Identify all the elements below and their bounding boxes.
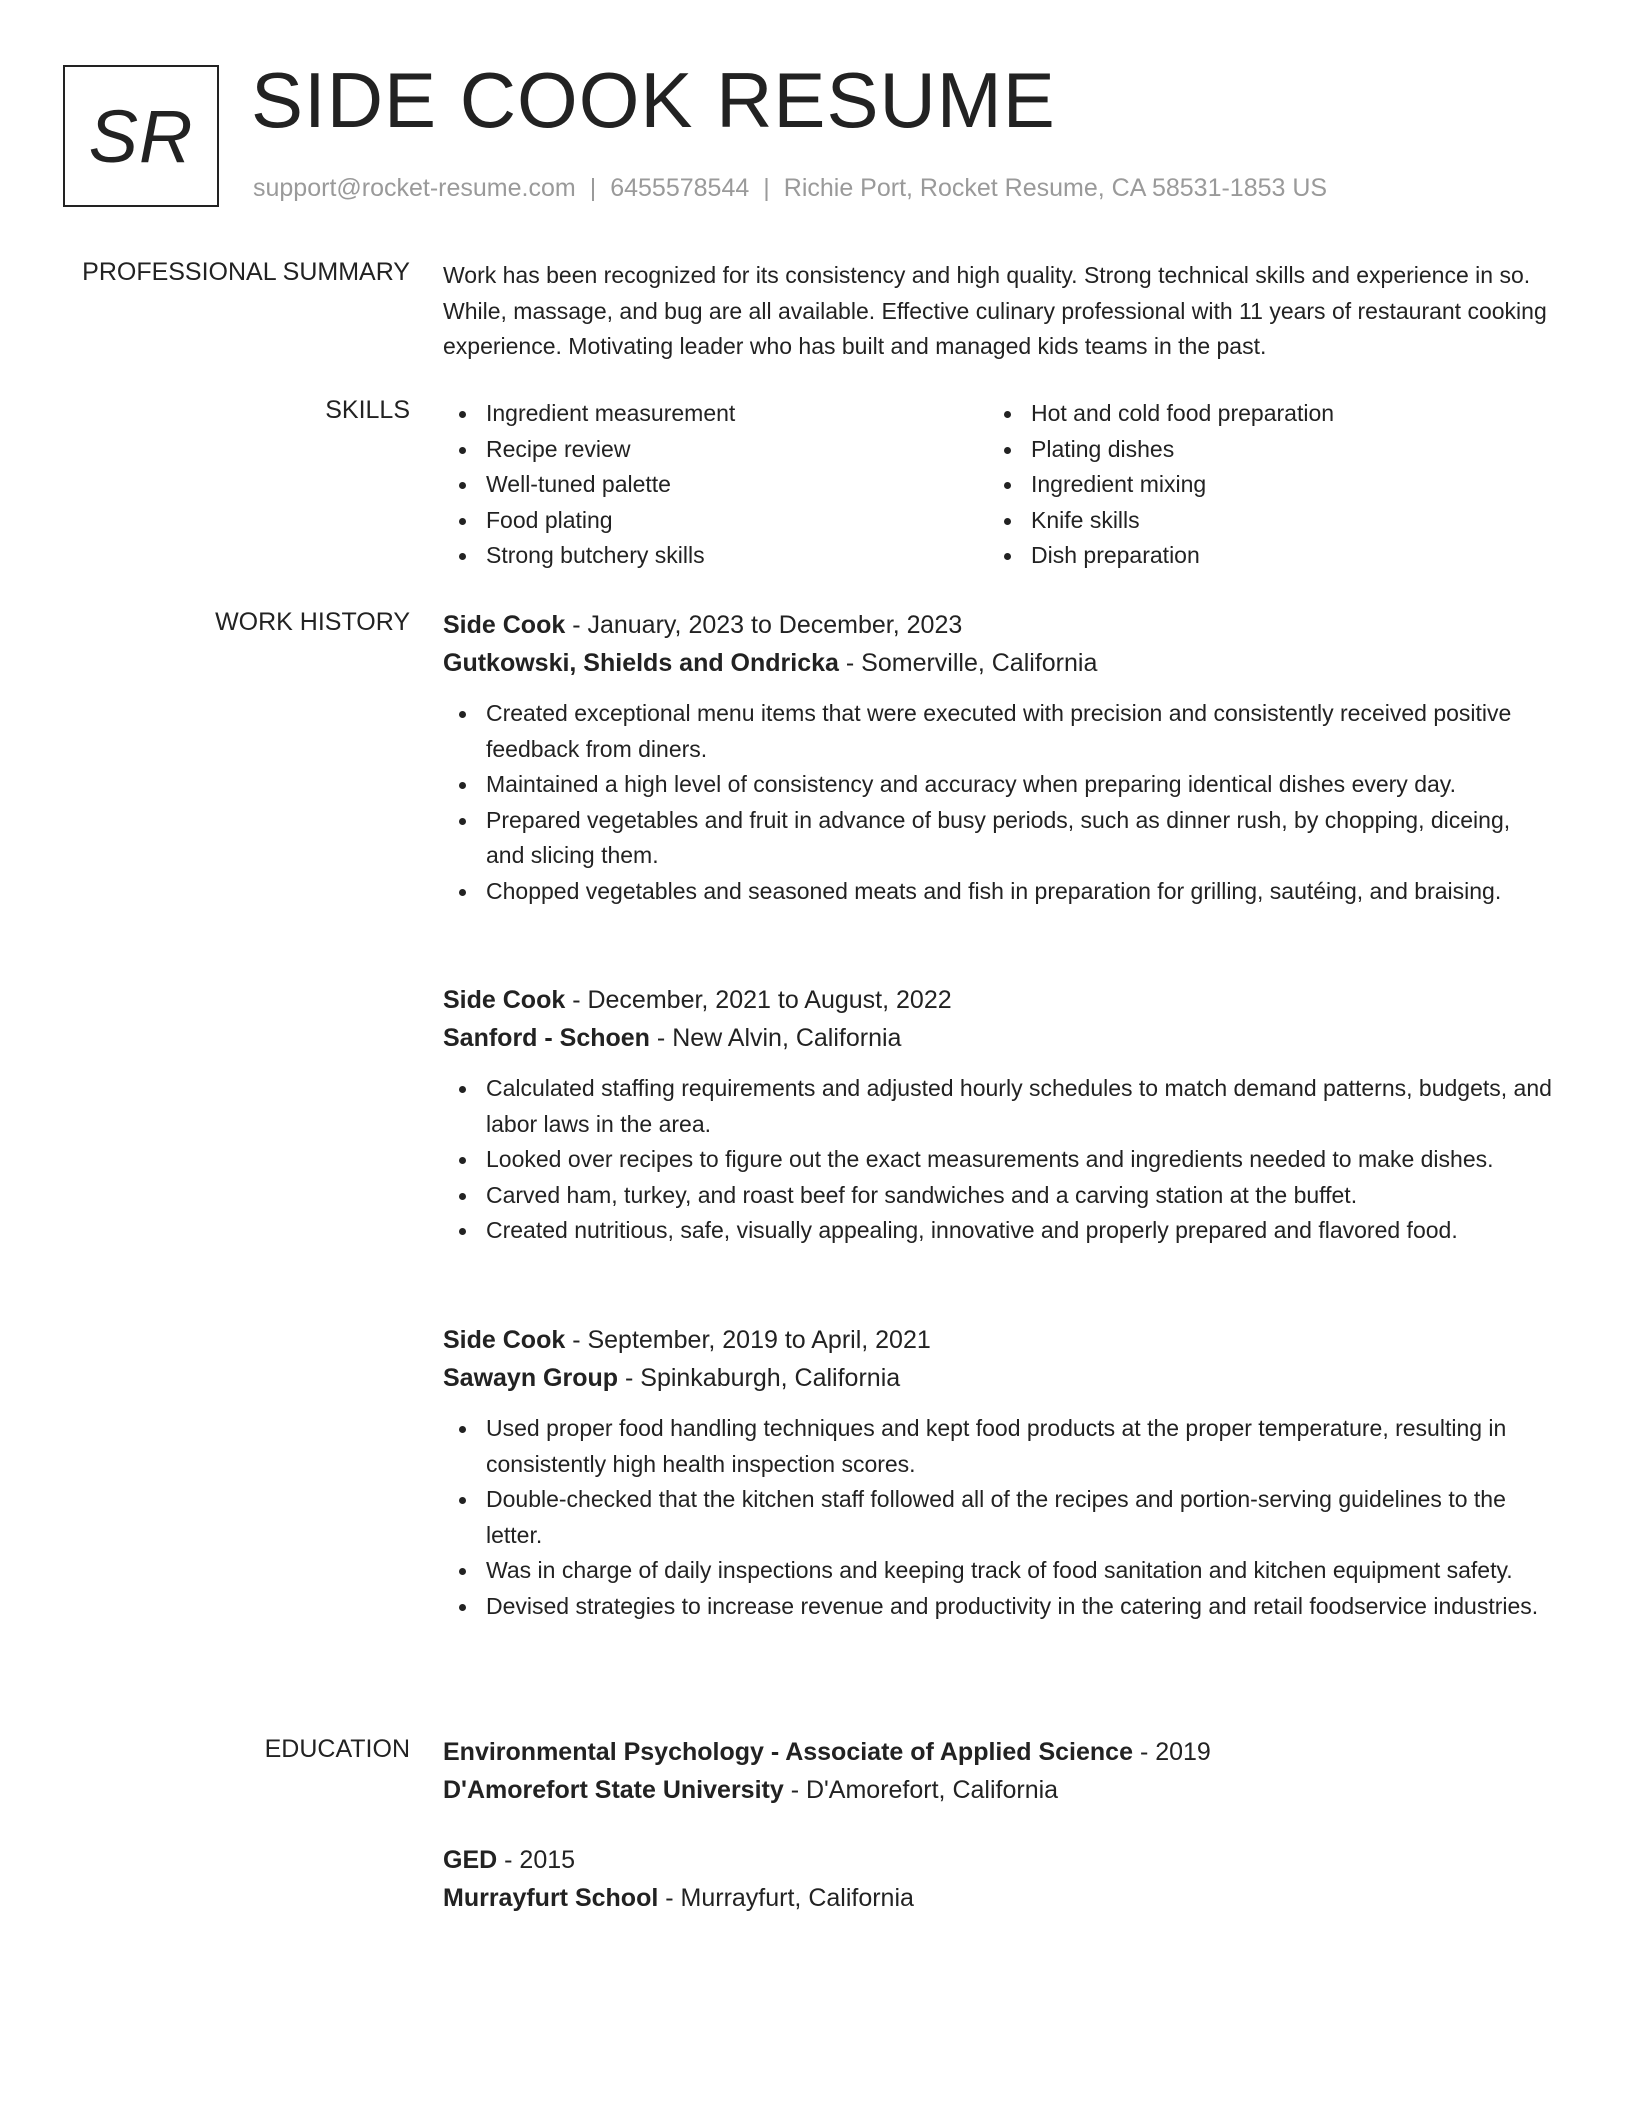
job-entry (443, 1321, 1553, 1624)
education-location: - D'Amorefort, California (790, 1776, 1059, 1804)
education-degree-line (443, 1733, 1553, 1771)
job-bullet: Double-checked that the kitchen staff followed all of the recipes and portion-serving guidelines to the letter. (443, 1482, 1553, 1553)
job-bullet: Chopped vegetables and seasoned meats and fish in preparation for grilling, sautéing, and braising. (443, 874, 1553, 910)
job-bullets (443, 1411, 1553, 1624)
skill-item: Well-tuned palette (443, 467, 983, 503)
job-bullets (443, 1071, 1553, 1249)
skills-list-right (988, 396, 1548, 574)
skill-item: Plating dishes (988, 432, 1548, 468)
job-dates: - December, 2021 to August, 2022 (572, 986, 952, 1014)
job-company: Sawayn Group (443, 1364, 619, 1392)
contact-separator: | (763, 174, 770, 202)
education-degree-line (443, 1841, 1553, 1879)
job-title: Side Cook (443, 1326, 566, 1354)
job-location: - New Alvin, California (656, 1024, 902, 1052)
job-title: Side Cook (443, 611, 566, 639)
skill-item: Ingredient measurement (443, 396, 983, 432)
job-location: - Spinkaburgh, California (625, 1364, 901, 1392)
job-bullets (443, 696, 1553, 909)
job-company: Gutkowski, Shields and Ondricka (443, 649, 839, 677)
contact-email[interactable]: support@rocket-resume.com (253, 174, 576, 202)
section-label-skills: SKILLS (325, 396, 410, 424)
job-company-line (443, 1019, 1553, 1057)
job-bullet: Carved ham, turkey, and roast beef for sandwiches and a carving station at the buffet. (443, 1178, 1553, 1214)
skills-body (443, 396, 1553, 576)
education-school-line (443, 1771, 1553, 1809)
job-title-line (443, 606, 1553, 644)
job-bullet: Calculated staffing requirements and adjusted hourly schedules to match demand patterns, budgets, and labor laws in the area. (443, 1071, 1553, 1142)
job-bullet: Devised strategies to increase revenue and productivity in the catering and retail foodservice industries. (443, 1589, 1553, 1625)
resume-title: SIDE COOK RESUME (251, 56, 1056, 144)
contact-separator: | (589, 174, 597, 202)
education-location: - Murrayfurt, California (665, 1884, 914, 1912)
skill-item: Strong butchery skills (443, 538, 983, 574)
education-degree: GED (443, 1846, 498, 1874)
contact-phone[interactable]: 6455578544 (610, 174, 750, 202)
job-dates: - September, 2019 to April, 2021 (572, 1326, 931, 1354)
section-label-work-history: WORK HISTORY (215, 608, 410, 636)
section-label-education: EDUCATION (264, 1735, 410, 1763)
education-degree: Environmental Psychology - Associate of Applied Science (443, 1738, 1133, 1766)
skill-item: Food plating (443, 503, 983, 539)
job-bullet: Created exceptional menu items that were executed with precision and consistently received positive feedback from diners. (443, 696, 1553, 767)
job-entry (443, 981, 1553, 1249)
job-bullet: Used proper food handling techniques and kept food products at the proper temperature, resulting in consistently high health inspection scores. (443, 1411, 1553, 1482)
skill-item: Ingredient mixing (988, 467, 1548, 503)
education-year: - 2019 (1139, 1738, 1211, 1766)
skill-item: Dish preparation (988, 538, 1548, 574)
job-entry (443, 606, 1553, 909)
job-bullet: Looked over recipes to figure out the exact measurements and ingredients needed to make dishes. (443, 1142, 1553, 1178)
skill-item: Hot and cold food preparation (988, 396, 1548, 432)
resume-header (0, 0, 1632, 240)
job-bullet: Was in charge of daily inspections and keeping track of food sanitation and kitchen equipment safety. (443, 1553, 1553, 1589)
education-entry (443, 1733, 1553, 1809)
job-company: Sanford - Schoen (443, 1024, 650, 1052)
job-location: - Somerville, California (845, 649, 1098, 677)
job-bullet: Maintained a high level of consistency and accuracy when preparing identical dishes every day. (443, 767, 1553, 803)
education-school: Murrayfurt School (443, 1884, 659, 1912)
section-label-summary: PROFESSIONAL SUMMARY (82, 258, 410, 286)
education-school-line (443, 1879, 1553, 1917)
job-company-line (443, 1359, 1553, 1397)
summary-text: Work has been recognized for its consistency and high quality. Strong technical skills and experience in so. While, massage, and bug are all available. Effective culinary professional with 11 years of restaurant cooking experience. Motivating leader who has built and managed kids teams in the past. (443, 262, 1547, 359)
contact-address: Richie Port, Rocket Resume, CA 58531-1853 US (783, 174, 1328, 202)
contact-line (253, 173, 1327, 203)
summary-body (443, 258, 1553, 365)
education-entry (443, 1841, 1553, 1917)
education-school: D'Amorefort State University (443, 1776, 784, 1804)
skill-item: Recipe review (443, 432, 983, 468)
skill-item: Knife skills (988, 503, 1548, 539)
job-title: Side Cook (443, 986, 566, 1014)
monogram-box (63, 65, 219, 207)
job-company-line (443, 644, 1553, 682)
job-bullet: Prepared vegetables and fruit in advance of busy periods, such as dinner rush, by chopping, diceing, and slicing them. (443, 803, 1553, 874)
education-year: - 2015 (504, 1846, 576, 1874)
monogram-initials: SR (88, 94, 194, 178)
job-bullet: Created nutritious, safe, visually appealing, innovative and properly prepared and flavored food. (443, 1213, 1553, 1249)
job-title-line (443, 1321, 1553, 1359)
job-title-line (443, 981, 1553, 1019)
job-dates: - January, 2023 to December, 2023 (572, 611, 963, 639)
skills-list-left (443, 396, 983, 574)
